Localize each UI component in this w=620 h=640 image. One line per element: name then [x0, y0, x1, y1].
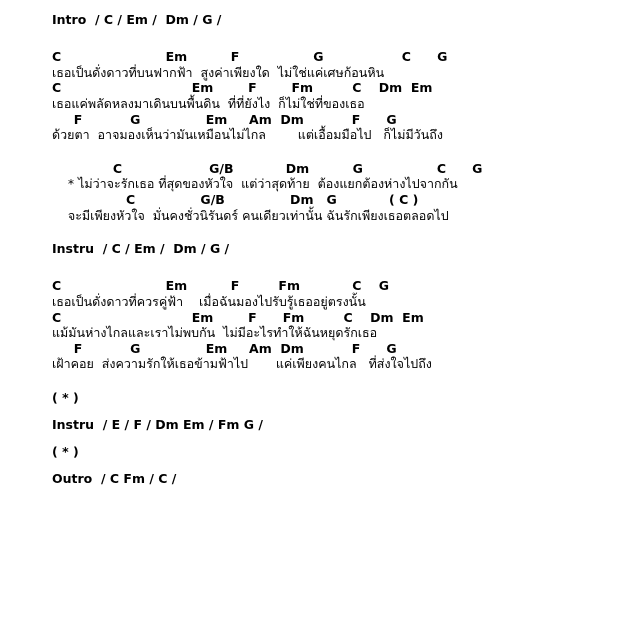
chord-line: F G Em Am Dm F G [52, 340, 397, 356]
spacer [0, 459, 620, 471]
lyric-line: * ไม่ว่าจะรักเธอ ที่สุดของหัวใจ แต่ว่าสุดท้าย ต้องแยกต้องห่างไปจากกัน [52, 176, 458, 192]
lyric-line: เธอเป็นดั่งดาวที่บนฟากฟ้า สูงค่าเพียงใด ไม่ใช่แค่เศษก้อนหิน [52, 64, 385, 80]
section-repeat-2 [0, 444, 620, 459]
chord-line: C Em F Fm C Dm Em [52, 80, 433, 96]
spacer [0, 432, 620, 444]
chord-line: C Em F Fm C Dm Em [52, 309, 424, 325]
section-intro [0, 12, 620, 27]
section-instru-1 [0, 241, 620, 256]
repeat-marker: ( * ) [52, 390, 79, 405]
spacer [0, 256, 620, 278]
chord-line: C Em F Fm C G [52, 278, 390, 294]
lyric-line: เฝ้าคอย ส่งความรักให้เธอข้ามฟ้าไป แค่เพียงคนไกล ที่ส่งใจไปถึง [52, 356, 432, 372]
section-repeat-1 [0, 390, 620, 405]
spacer [0, 405, 620, 417]
lyric-line: ด้วยตา อาจมองเห็นว่ามันเหมือนไม่ไกล แต่เอื้อมมือไป ก็ไม่มีวันถึง [52, 127, 443, 143]
chord-line: C G/B Dm G ( C ) [52, 192, 419, 207]
section-instru-2 [0, 417, 620, 432]
spacer [0, 223, 620, 241]
instru-header: Instru / C / Em / Dm / G / [52, 241, 230, 257]
lyric-line: แม้มันห่างไกลและเราไม่พบกัน ไม่มีอะไรทำให้ฉันหยุดรักเธอ [52, 325, 378, 341]
repeat-marker: ( * ) [52, 444, 79, 459]
chord-line: C Em F G C G [52, 49, 448, 64]
lyric-line: จะมีเพียงหัวใจ มั่นคงชั่วนิรันดร์ คนเดียวเท่านั้น ฉันรักเพียงเธอตลอดไป [52, 207, 449, 223]
chord-line: F G Em Am Dm F G [52, 111, 397, 127]
spacer [0, 27, 620, 49]
lyric-line: เธอแค่พลัดหลงมาเดินบนพื้นดิน ที่ที่ยังไง ก็ไม่ใช่ที่ของเธอ [52, 95, 365, 111]
instru-header: Instru / E / F / Dm Em / Fm G / [52, 417, 263, 432]
intro-header: Intro / C / Em / Dm / G / [52, 12, 222, 27]
spacer [0, 372, 620, 390]
spacer [0, 143, 620, 161]
top-spacer [0, 0, 620, 12]
outro-header: Outro / C Fm / C / [52, 471, 177, 486]
chord-line: C G/B Dm G C G [52, 160, 483, 176]
section-outro [0, 471, 620, 486]
section-verse-1 [0, 49, 620, 143]
section-verse-2 [0, 278, 620, 372]
section-chorus [0, 161, 620, 224]
lyric-line: เธอเป็นดั่งดาวที่ควรคู่ฟ้า เมื่อฉันมองไปรับรู้เธออยู่ตรงนั้น [52, 293, 366, 309]
